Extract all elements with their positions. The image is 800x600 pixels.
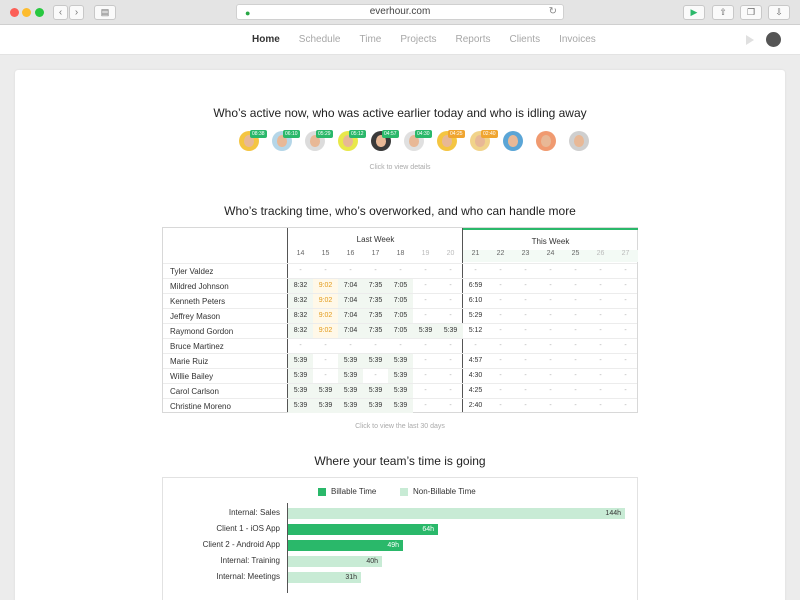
time-cell: - [424, 402, 427, 409]
day-header: 24 [538, 250, 563, 262]
nav-item-reports[interactable]: Reports [455, 34, 491, 45]
time-cell: - [424, 267, 427, 274]
time-cell: - [349, 267, 352, 274]
day-header: 19 [421, 250, 430, 257]
time-cell: - [549, 372, 552, 379]
time-cell: - [624, 327, 627, 334]
time-cell: - [599, 387, 602, 394]
time-cell: - [599, 357, 602, 364]
active-time-badge: 08:38 [252, 131, 265, 137]
time-cell: - [499, 312, 502, 319]
time-cell: - [574, 387, 577, 394]
time-cell: - [499, 357, 502, 364]
time-cell: 5:39 [288, 399, 313, 413]
time-cell: - [624, 357, 627, 364]
bar-value-label: 31h [345, 574, 357, 581]
table-row[interactable] [163, 323, 637, 338]
bar-value-label: 40h [366, 558, 378, 565]
bar[interactable] [288, 508, 625, 519]
face-icon [574, 135, 584, 147]
downloads-icon[interactable]: ⇩ [768, 5, 790, 20]
tabs-icon[interactable]: ❐ [740, 5, 762, 20]
day-header: 23 [513, 250, 538, 262]
tracking-section-title: Who’s tracking time, who’s overworked, and who can handle more [224, 204, 576, 218]
table-row[interactable] [163, 278, 637, 293]
legend-label: Billable Time [331, 487, 377, 496]
time-cell: - [599, 297, 602, 304]
time-cell: 7:04 [338, 294, 363, 308]
time-cell: - [449, 297, 452, 304]
nav-item-home[interactable]: Home [252, 34, 280, 45]
time-cell: - [449, 342, 452, 349]
team-member-avatar[interactable] [239, 131, 265, 151]
browser-toolbar [0, 0, 800, 25]
time-cell: 7:05 [388, 279, 413, 293]
table-row[interactable] [163, 353, 637, 368]
time-cell: - [524, 267, 527, 274]
time-cell: 9:02 [313, 324, 338, 338]
this-week-header: This Week [463, 228, 638, 250]
table-row[interactable] [163, 368, 637, 383]
time-cell: - [524, 282, 527, 289]
time-cell: - [449, 402, 452, 409]
table-row[interactable] [163, 263, 637, 278]
day-header: 16 [346, 250, 355, 257]
time-cell: 4:25 [468, 387, 483, 394]
team-member-avatar[interactable] [371, 131, 397, 151]
time-cell: - [624, 372, 627, 379]
time-cell: 5:39 [388, 399, 413, 413]
time-cell: - [574, 267, 577, 274]
time-cell: - [574, 312, 577, 319]
time-cell: 5:39 [388, 384, 413, 398]
bar[interactable] [288, 572, 361, 583]
zoom-window-icon[interactable] [35, 8, 44, 17]
time-cell: 5:29 [468, 312, 483, 319]
time-cell: - [549, 312, 552, 319]
time-cell: - [549, 327, 552, 334]
time-cell: - [424, 387, 427, 394]
member-name: Marie Ruiz [170, 357, 209, 366]
time-cell: - [499, 402, 502, 409]
back-arrow-icon[interactable]: ‹ [53, 5, 68, 20]
time-cell: - [599, 312, 602, 319]
time-cell: 5:39 [438, 324, 463, 338]
time-cell: 5:39 [288, 384, 313, 398]
time-cell: - [599, 282, 602, 289]
day-header: 17 [371, 250, 380, 257]
time-cell: - [424, 372, 427, 379]
time-cell: - [499, 297, 502, 304]
close-window-icon[interactable] [10, 8, 19, 17]
time-cell: 7:04 [338, 309, 363, 323]
time-cell: - [574, 357, 577, 364]
time-cell: - [599, 342, 602, 349]
time-cell: - [449, 282, 452, 289]
bar-category-label: Client 1 - iOS App [216, 524, 280, 533]
table-row[interactable] [163, 293, 637, 308]
time-cell: - [599, 372, 602, 379]
member-name: Mildred Johnson [170, 282, 229, 291]
time-section-title: Where your team’s time is going [314, 454, 486, 468]
time-cell: - [549, 357, 552, 364]
time-cell: - [624, 387, 627, 394]
bar-category-label: Internal: Sales [228, 508, 280, 517]
last-week-header: Last Week [356, 235, 395, 244]
member-name: Kenneth Peters [170, 297, 226, 306]
time-cell: - [424, 297, 427, 304]
time-cell: 7:35 [363, 324, 388, 338]
time-cell: 8:32 [288, 279, 313, 293]
active-time-badge: 06:10 [285, 131, 298, 137]
url-text: everhour.com [369, 6, 431, 17]
time-cell: - [449, 372, 452, 379]
time-cell: 7:04 [338, 324, 363, 338]
time-cell: 2:40 [468, 402, 483, 409]
user-avatar[interactable] [766, 32, 781, 47]
time-cell: - [599, 267, 602, 274]
time-cell: - [499, 342, 502, 349]
table-row[interactable] [163, 398, 637, 413]
team-member-avatar[interactable] [536, 131, 556, 151]
time-cell: 5:39 [313, 399, 338, 413]
time-cell: - [574, 282, 577, 289]
time-cell: - [624, 312, 627, 319]
face-icon [541, 135, 551, 147]
time-cell: - [524, 387, 527, 394]
time-cell: - [624, 402, 627, 409]
time-cell: - [499, 372, 502, 379]
timer-play-icon[interactable] [746, 35, 754, 45]
last-30-days-hint[interactable]: Click to view the last 30 days [355, 423, 445, 430]
time-cell: 7:05 [388, 309, 413, 323]
time-cell: - [524, 372, 527, 379]
time-cell: - [549, 267, 552, 274]
time-cell: 7:05 [388, 324, 413, 338]
nav-item-invoices[interactable]: Invoices [559, 34, 596, 45]
time-cell: - [524, 342, 527, 349]
time-cell: 5:39 [388, 369, 413, 383]
time-cell: - [324, 342, 327, 349]
active-time-badge: 05:29 [318, 131, 331, 137]
time-cell: - [449, 357, 452, 364]
time-cell: 5:39 [288, 354, 313, 368]
time-cell: - [374, 372, 377, 379]
time-cell: - [574, 372, 577, 379]
time-cell: - [624, 267, 627, 274]
day-header: 21 [463, 250, 488, 262]
day-header: 25 [563, 250, 588, 262]
member-name: Willie Bailey [170, 372, 214, 381]
day-header: 18 [396, 250, 405, 257]
member-name: Bruce Martinez [170, 342, 224, 351]
day-header: 14 [296, 250, 305, 257]
team-member-avatar[interactable] [272, 131, 298, 151]
nav-item-projects[interactable]: Projects [400, 34, 437, 45]
app-navigation [0, 25, 800, 55]
time-cell: - [524, 402, 527, 409]
time-cell: - [549, 297, 552, 304]
time-cell: 7:35 [363, 309, 388, 323]
time-cell: - [549, 342, 552, 349]
active-time-badge: 04:57 [384, 131, 397, 137]
forward-arrow-icon[interactable]: › [69, 5, 84, 20]
time-cell: 7:35 [363, 294, 388, 308]
time-cell: 5:39 [388, 354, 413, 368]
day-header: 15 [321, 250, 330, 257]
legend-swatch [318, 488, 326, 496]
legend-swatch [400, 488, 408, 496]
nav-item-time[interactable]: Time [359, 34, 382, 45]
reload-icon[interactable]: ↻ [548, 6, 557, 17]
time-cell: - [474, 342, 477, 349]
time-cell: - [424, 357, 427, 364]
time-cell: - [299, 267, 302, 274]
time-cell: - [549, 387, 552, 394]
time-cell: 8:32 [288, 324, 313, 338]
day-header: 22 [488, 250, 513, 262]
team-member-avatar[interactable] [437, 131, 463, 151]
face-icon [508, 135, 518, 147]
team-member-avatar[interactable] [569, 131, 589, 151]
time-cell: - [599, 327, 602, 334]
time-cell: - [324, 372, 327, 379]
legend-label: Non-Billable Time [413, 487, 476, 496]
day-header: 20 [446, 250, 455, 257]
active-time-badge: 04:25 [450, 131, 463, 137]
time-cell: - [449, 267, 452, 274]
time-cell: - [524, 312, 527, 319]
active-details-hint[interactable]: Click to view details [369, 164, 431, 171]
time-cell: 5:39 [338, 369, 363, 383]
time-cell: 5:39 [363, 399, 388, 413]
time-cell: 8:32 [288, 294, 313, 308]
address-bar[interactable] [236, 4, 564, 20]
nav-menu [252, 25, 615, 55]
time-cell: 8:32 [288, 309, 313, 323]
time-cell: 7:04 [338, 279, 363, 293]
time-cell: 6:59 [468, 282, 483, 289]
time-cell: - [324, 357, 327, 364]
time-cell: - [349, 342, 352, 349]
time-cell: - [499, 282, 502, 289]
bar[interactable] [288, 540, 403, 551]
time-cell: - [424, 312, 427, 319]
team-member-avatar[interactable] [470, 131, 496, 151]
time-cell: 5:39 [338, 384, 363, 398]
time-cell: - [499, 387, 502, 394]
time-cell: - [399, 342, 402, 349]
time-cell: - [549, 282, 552, 289]
bar-value-label: 49h [387, 542, 399, 549]
time-cell: 5:39 [313, 384, 338, 398]
time-cell: 9:02 [313, 279, 338, 293]
time-cell: - [524, 297, 527, 304]
table-row[interactable] [163, 338, 637, 353]
time-cell: - [474, 267, 477, 274]
time-cell: 5:12 [468, 327, 483, 334]
bar-category-label: Internal: Meetings [216, 572, 280, 581]
time-cell: - [499, 267, 502, 274]
time-cell: - [424, 342, 427, 349]
time-cell: - [374, 342, 377, 349]
time-cell: - [299, 342, 302, 349]
member-name: Tyler Valdez [170, 267, 214, 276]
bar-value-label: 144h [605, 510, 621, 517]
time-cell: 9:02 [313, 309, 338, 323]
team-member-avatar[interactable] [503, 131, 523, 151]
time-cell: - [524, 357, 527, 364]
nav-item-clients[interactable]: Clients [509, 34, 541, 45]
time-cell: - [449, 312, 452, 319]
time-cell: - [599, 402, 602, 409]
bar[interactable] [288, 556, 382, 567]
member-name: Carol Carlson [170, 387, 219, 396]
nav-item-schedule[interactable]: Schedule [298, 34, 341, 45]
bar[interactable] [288, 524, 438, 535]
table-row[interactable] [163, 383, 637, 398]
table-row[interactable] [163, 308, 637, 323]
share-icon[interactable]: ⇧ [712, 5, 734, 20]
active-time-badge: 05:12 [351, 131, 364, 137]
time-cell: - [574, 342, 577, 349]
time-cell: - [399, 267, 402, 274]
time-cell: 7:35 [363, 279, 388, 293]
time-cell: 4:30 [468, 372, 483, 379]
bar-category-label: Client 2 - Android App [202, 540, 280, 549]
time-cell: - [499, 327, 502, 334]
active-section-title: Who’s active now, who was active earlier today and who is idling away [213, 106, 587, 120]
time-cell: 9:02 [313, 294, 338, 308]
time-cell: 5:39 [338, 354, 363, 368]
time-cell: - [574, 297, 577, 304]
time-cell: - [324, 267, 327, 274]
time-cell: 5:39 [338, 399, 363, 413]
time-cell: 5:39 [288, 369, 313, 383]
time-cell: - [424, 282, 427, 289]
lock-icon: ● [245, 8, 251, 18]
minimize-window-icon[interactable] [22, 8, 31, 17]
time-cell: 5:39 [363, 384, 388, 398]
member-name: Christine Moreno [170, 402, 231, 411]
time-cell: - [524, 327, 527, 334]
time-cell: - [624, 297, 627, 304]
member-name: Jeffrey Mason [170, 312, 221, 321]
time-cell: - [624, 282, 627, 289]
day-header: 27 [613, 250, 638, 262]
time-cell: 5:39 [363, 354, 388, 368]
time-cell: 7:05 [388, 294, 413, 308]
sidebar-toggle-icon[interactable]: ▤ [94, 5, 116, 20]
member-name: Raymond Gordon [170, 327, 234, 336]
time-cell: - [374, 267, 377, 274]
time-cell: 6:10 [468, 297, 483, 304]
time-cell: - [624, 342, 627, 349]
time-cell: - [449, 387, 452, 394]
bar-category-label: Internal: Training [220, 556, 280, 565]
time-cell: - [574, 327, 577, 334]
time-tracking-table [162, 227, 638, 413]
time-cell: - [549, 402, 552, 409]
active-time-badge: 02:40 [483, 131, 496, 137]
day-header: 26 [588, 250, 613, 262]
team-member-avatar[interactable] [404, 131, 430, 151]
team-member-avatar[interactable] [305, 131, 331, 151]
team-member-avatar[interactable] [338, 131, 364, 151]
time-cell: 4:57 [468, 357, 483, 364]
everhour-extension-icon[interactable]: ▶ [683, 5, 705, 20]
time-cell: 5:39 [413, 324, 438, 338]
bar-value-label: 64h [422, 526, 434, 533]
active-time-badge: 04:30 [417, 131, 430, 137]
time-cell: - [574, 402, 577, 409]
